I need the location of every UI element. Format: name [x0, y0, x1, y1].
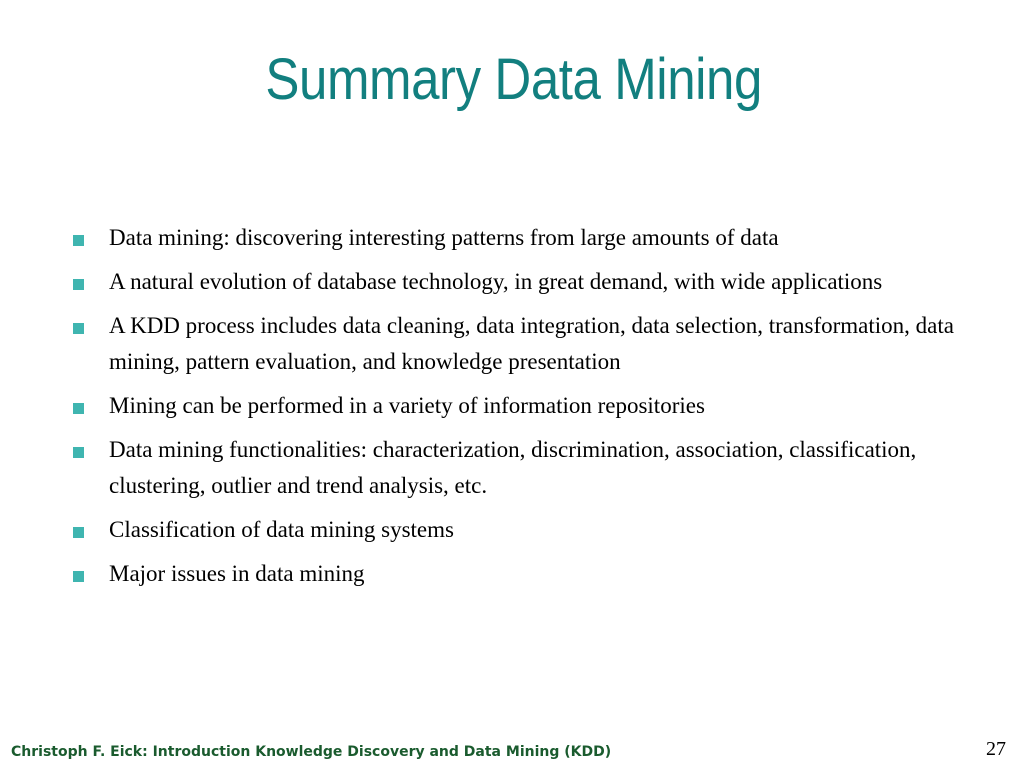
- square-bullet-icon: [73, 403, 84, 414]
- bullet-item: [70, 512, 990, 548]
- square-bullet-icon: [73, 571, 84, 582]
- square-bullet-icon: [73, 235, 84, 246]
- bullet-item: [70, 308, 990, 380]
- square-bullet-icon: [73, 527, 84, 538]
- bullet-item: [70, 264, 990, 300]
- bullet-list: [70, 220, 990, 600]
- bullet-text: A KDD process includes data cleaning, data integration, data selection, transformation, data mining, pattern evaluation, and knowledge presentation: [109, 313, 954, 374]
- bullet-text: A natural evolution of database technology, in great demand, with wide applications: [109, 269, 883, 294]
- slide-title: Summary Data Mining: [265, 47, 762, 112]
- bullet-item: [70, 388, 990, 424]
- bullet-text: Major issues in data mining: [109, 561, 365, 586]
- bullet-text: Data mining functionalities: characterization, discrimination, association, classification, clustering, outlier and trend analysis, etc.: [109, 437, 917, 498]
- bullet-text: Mining can be performed in a variety of information repositories: [109, 393, 705, 418]
- bullet-item: [70, 220, 990, 256]
- bullet-text: Data mining: discovering interesting patterns from large amounts of data: [109, 225, 779, 250]
- bullet-item: [70, 432, 990, 504]
- square-bullet-icon: [73, 279, 84, 290]
- slide-footer: Christoph F. Eick: Introduction Knowledge Discovery and Data Mining (KDD): [11, 744, 612, 760]
- square-bullet-icon: [73, 447, 84, 458]
- page-number: 27: [986, 738, 1006, 760]
- bullet-text: Classification of data mining systems: [109, 517, 454, 542]
- square-bullet-icon: [73, 323, 84, 334]
- bullet-item: [70, 556, 990, 592]
